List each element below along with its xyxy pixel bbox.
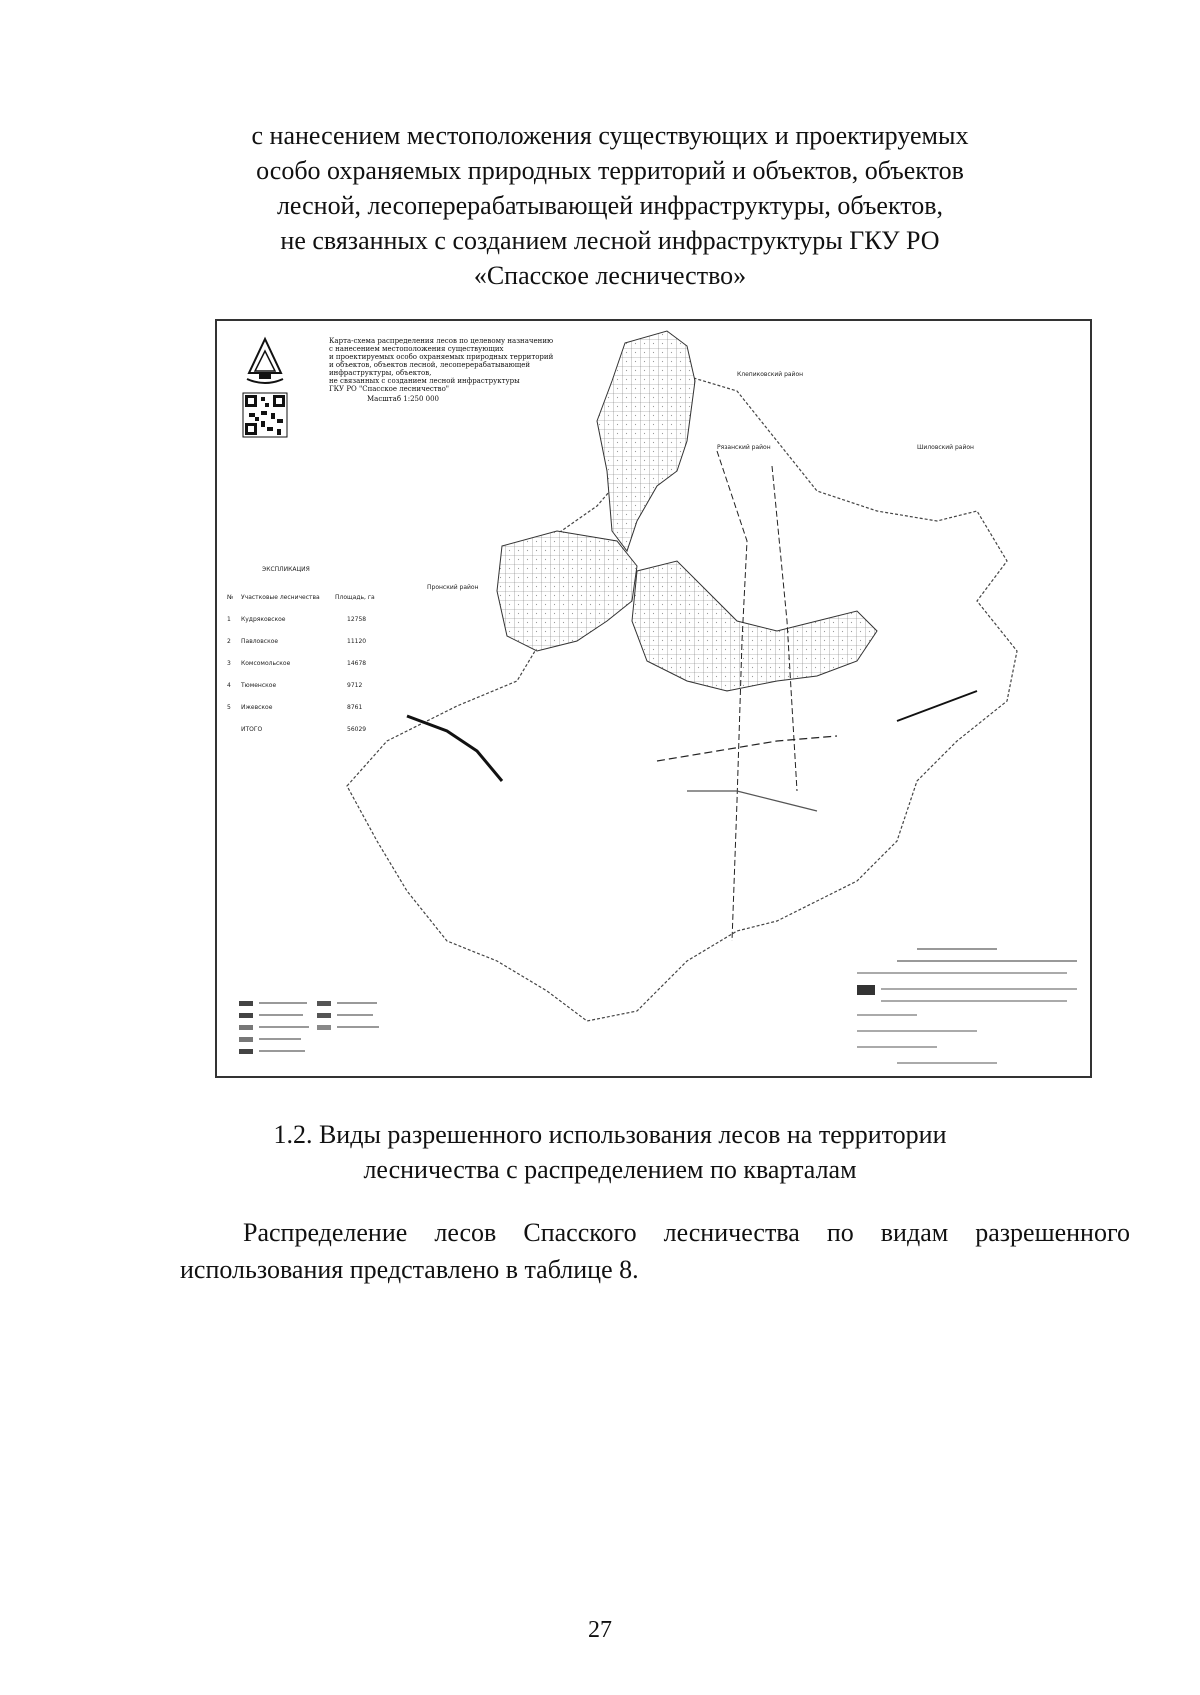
road-line	[897, 691, 977, 721]
subheading-line: 1.2. Виды разрешенного использования лесов на территории	[273, 1120, 947, 1149]
heading-line: лесной, лесоперерабатывающей инфраструктуры, объектов,	[276, 191, 944, 220]
explication-name: Комсомольское	[241, 660, 291, 667]
map-title	[329, 337, 554, 403]
map-title-line: Карта-схема распределения лесов по целевому назначению	[329, 337, 554, 345]
forest-map-figure	[215, 319, 1092, 1078]
section-subheading	[160, 1117, 1060, 1187]
map-title-line: ГКУ РО "Спасское лесничество"	[329, 385, 450, 393]
explication-area: 9712	[347, 682, 363, 689]
forest-quarters-west	[497, 531, 637, 651]
explication-area: 11120	[347, 638, 367, 645]
map-title-line: и проектируемых особо охраняемых природных территорий	[329, 353, 554, 361]
district-label: Рязанский район	[717, 444, 771, 451]
river-line	[687, 791, 817, 811]
district-label: Шиловский район	[917, 444, 974, 451]
river-line	[407, 716, 502, 781]
qr-code-icon	[243, 393, 287, 437]
paragraph-line: Распределение лесов Спасского лесничества по видам разрешенного	[243, 1218, 1130, 1247]
district-label: Клепиковский район	[737, 371, 804, 378]
heading-line: особо охраняемых природных территорий и объектов, объектов	[256, 156, 964, 185]
section-heading	[160, 118, 1060, 293]
explication-no: 4	[227, 682, 231, 689]
page-number: 27	[588, 1617, 612, 1643]
subheading-line: лесничества с распределением по кварталам	[363, 1155, 857, 1184]
explication-name: Кудряковское	[241, 616, 286, 623]
explication-col-name: Участковые лесничества	[241, 594, 320, 601]
road-line	[717, 451, 747, 941]
forest-quarters-north	[597, 331, 695, 551]
map-drawing	[217, 321, 1092, 1078]
heading-line: не связанных с созданием лесной инфраструктуры ГКУ РО	[280, 226, 940, 255]
explication-no: 5	[227, 704, 231, 711]
explication-name: Тюменское	[241, 682, 277, 689]
road-line	[657, 736, 837, 761]
forest-quarters-center	[632, 561, 877, 691]
forestry-logo-icon	[247, 339, 283, 383]
map-legend-left	[239, 1001, 379, 1054]
heading-line: «Спасское лесничество»	[473, 261, 747, 290]
paragraph-line: использования представлено в таблице 8.	[180, 1255, 639, 1284]
explication-area: 12758	[347, 616, 367, 623]
map-title-line: и объектов, объектов лесной, лесоперерабатывающей	[329, 361, 531, 369]
district-label: Пронский район	[427, 584, 479, 591]
explication-col-no: №	[227, 594, 234, 601]
explication-area: 14678	[347, 660, 367, 667]
explication-no: 3	[227, 660, 231, 667]
explication-table	[227, 566, 375, 733]
explication-area: 8761	[347, 704, 363, 711]
explication-title: ЭКСПЛИКАЦИЯ	[262, 566, 310, 573]
explication-name: ИТОГО	[241, 726, 263, 733]
map-scale: Масштаб 1:250 000	[367, 395, 440, 403]
body-paragraph	[180, 1214, 1130, 1288]
explication-no: 1	[227, 616, 231, 623]
map-title-line: не связанных с созданием лесной инфраструктуры	[329, 377, 520, 385]
map-legend-right	[857, 949, 1077, 1063]
heading-line: с нанесением местоположения существующих и проектируемых	[251, 121, 969, 150]
explication-name: Павловское	[241, 638, 279, 645]
explication-col-area: Площадь, га	[335, 594, 375, 601]
map-title-line: инфраструктуры, объектов,	[329, 369, 432, 377]
map-title-line: с нанесением местоположения существующих	[329, 345, 504, 353]
explication-no: 2	[227, 638, 231, 645]
explication-name: Ижевское	[241, 704, 273, 711]
explication-area: 56029	[347, 726, 367, 733]
district-boundary	[347, 376, 1017, 1021]
